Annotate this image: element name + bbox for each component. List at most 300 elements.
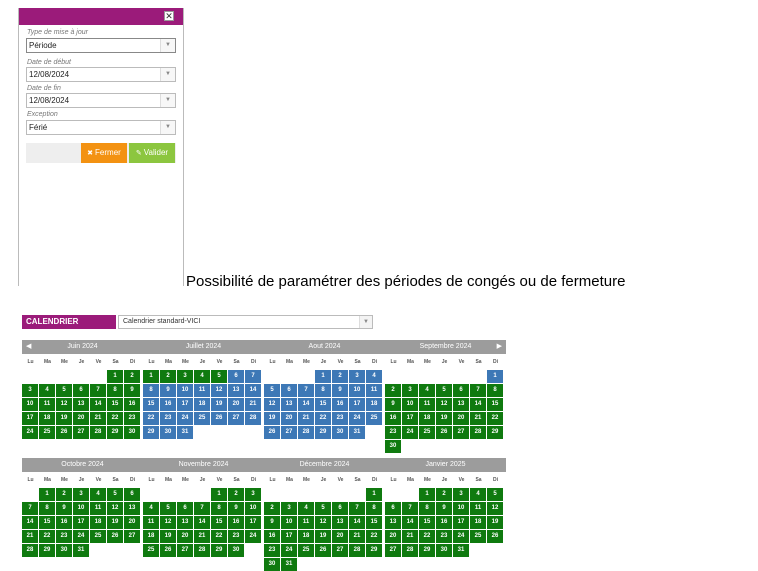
day-cell[interactable]: 7 <box>402 502 418 515</box>
day-cell[interactable]: 2 <box>264 502 280 515</box>
day-cell[interactable]: 15 <box>487 398 503 411</box>
prev-month-icon[interactable]: ◀ <box>26 343 32 350</box>
empty-cell <box>419 370 435 383</box>
day-cell[interactable]: 22 <box>107 412 123 425</box>
day-cell[interactable]: 22 <box>366 530 382 543</box>
day-cell[interactable]: 23 <box>160 412 176 425</box>
day-cell[interactable]: 25 <box>90 530 106 543</box>
day-cell[interactable]: 19 <box>264 412 280 425</box>
day-cell[interactable]: 5 <box>56 384 72 397</box>
weekday-label: Sa <box>233 477 240 483</box>
day-cell[interactable]: 18 <box>419 412 435 425</box>
day-cell[interactable]: 21 <box>90 412 106 425</box>
day-cell[interactable]: 21 <box>298 412 314 425</box>
day-cell[interactable]: 8 <box>419 502 435 515</box>
day-cell[interactable]: 5 <box>436 384 452 397</box>
empty-cell <box>315 488 331 501</box>
day-cell[interactable]: 9 <box>124 384 140 397</box>
day-cell[interactable]: 10 <box>402 398 418 411</box>
day-cell[interactable]: 23 <box>124 412 140 425</box>
day-cell[interactable]: 1 <box>487 370 503 383</box>
day-cell[interactable]: 5 <box>487 488 503 501</box>
day-cell[interactable]: 14 <box>470 398 486 411</box>
weekday-header <box>385 356 506 369</box>
day-cell[interactable]: 26 <box>436 426 452 439</box>
day-cell[interactable]: 18 <box>470 516 486 529</box>
day-cell[interactable]: 4 <box>143 502 159 515</box>
day-cell[interactable]: 5 <box>264 384 280 397</box>
empty-cell <box>177 488 193 501</box>
weekday-label: Sa <box>354 477 361 483</box>
day-cell[interactable]: 1 <box>107 370 123 383</box>
day-cell[interactable]: 28 <box>245 412 261 425</box>
day-cell[interactable]: 19 <box>487 516 503 529</box>
day-cell[interactable]: 18 <box>39 412 55 425</box>
day-cell[interactable]: 13 <box>73 398 89 411</box>
day-cell[interactable]: 31 <box>177 426 193 439</box>
weekday-label: Lu <box>148 359 155 365</box>
day-cell[interactable]: 17 <box>22 412 38 425</box>
empty-cell <box>143 488 159 501</box>
day-cell[interactable]: 21 <box>22 530 38 543</box>
weekday-label: Me <box>303 477 310 483</box>
day-cell[interactable]: 14 <box>349 516 365 529</box>
day-cell[interactable]: 22 <box>487 412 503 425</box>
empty-cell <box>194 488 210 501</box>
day-cell[interactable]: 23 <box>436 530 452 543</box>
day-cell[interactable]: 20 <box>124 516 140 529</box>
day-cell[interactable]: 11 <box>366 384 382 397</box>
day-cell[interactable]: 21 <box>402 530 418 543</box>
month-3 <box>385 340 506 453</box>
day-cell[interactable]: 2 <box>124 370 140 383</box>
day-cell[interactable]: 15 <box>366 516 382 529</box>
month-6 <box>264 458 385 571</box>
day-cell[interactable]: 31 <box>73 544 89 557</box>
day-cell[interactable]: 29 <box>107 426 123 439</box>
day-cell[interactable]: 13 <box>453 398 469 411</box>
day-cell[interactable]: 30 <box>160 426 176 439</box>
day-cell[interactable]: 25 <box>39 426 55 439</box>
field-label-update-type: Type de mise à jour <box>27 29 88 36</box>
day-cell[interactable]: 2 <box>56 488 72 501</box>
day-cell[interactable]: 16 <box>228 516 244 529</box>
day-cell[interactable]: 13 <box>385 516 401 529</box>
day-cell[interactable]: 22 <box>419 530 435 543</box>
day-cell[interactable]: 24 <box>349 412 365 425</box>
day-cell[interactable]: 23 <box>228 530 244 543</box>
day-cell[interactable]: 5 <box>315 502 331 515</box>
day-cell[interactable]: 7 <box>298 384 314 397</box>
day-cell[interactable]: 3 <box>73 488 89 501</box>
day-cell[interactable]: 2 <box>332 370 348 383</box>
chevron-down-icon: ▼ <box>160 68 175 81</box>
day-cell[interactable]: 14 <box>22 516 38 529</box>
day-cell[interactable]: 13 <box>177 516 193 529</box>
day-cell[interactable]: 1 <box>39 488 55 501</box>
day-cell[interactable]: 13 <box>281 398 297 411</box>
day-cell[interactable]: 20 <box>73 412 89 425</box>
day-cell[interactable]: 3 <box>245 488 261 501</box>
day-cell[interactable]: 7 <box>22 502 38 515</box>
day-cell[interactable]: 27 <box>332 544 348 557</box>
month-2 <box>264 340 385 439</box>
day-cell[interactable]: 4 <box>470 488 486 501</box>
day-cell[interactable]: 8 <box>487 384 503 397</box>
day-cell[interactable]: 29 <box>419 544 435 557</box>
day-cell[interactable]: 11 <box>143 516 159 529</box>
day-cell[interactable]: 28 <box>298 426 314 439</box>
day-cell[interactable]: 30 <box>436 544 452 557</box>
day-cell[interactable]: 11 <box>419 398 435 411</box>
day-cell[interactable]: 29 <box>315 426 331 439</box>
day-cell[interactable]: 12 <box>160 516 176 529</box>
day-cell[interactable]: 2 <box>228 488 244 501</box>
weekday-label: Lu <box>269 359 276 365</box>
day-cell[interactable]: 20 <box>177 530 193 543</box>
day-cell[interactable]: 2 <box>160 370 176 383</box>
update-type-select[interactable] <box>26 38 176 53</box>
day-cell[interactable]: 14 <box>298 398 314 411</box>
day-cell[interactable]: 19 <box>211 398 227 411</box>
day-cell[interactable]: 10 <box>349 384 365 397</box>
day-cell[interactable]: 17 <box>349 398 365 411</box>
day-cell[interactable]: 4 <box>366 370 382 383</box>
close-icon[interactable]: ✕ <box>165 11 173 21</box>
day-cell[interactable]: 25 <box>419 426 435 439</box>
weekday-header <box>143 474 264 487</box>
weekday-header <box>143 356 264 369</box>
day-cell[interactable]: 16 <box>56 516 72 529</box>
day-cell[interactable]: 7 <box>470 384 486 397</box>
day-cell[interactable]: 18 <box>143 530 159 543</box>
empty-cell <box>281 370 297 383</box>
day-cell[interactable]: 10 <box>245 502 261 515</box>
day-cell[interactable]: 22 <box>315 412 331 425</box>
day-cell[interactable]: 27 <box>453 426 469 439</box>
day-cell[interactable]: 17 <box>245 516 261 529</box>
day-cell[interactable]: 12 <box>56 398 72 411</box>
day-cell[interactable]: 4 <box>419 384 435 397</box>
day-cell[interactable]: 29 <box>211 544 227 557</box>
weekday-label: Di <box>493 359 498 365</box>
day-cell[interactable]: 30 <box>56 544 72 557</box>
day-cell[interactable]: 20 <box>385 530 401 543</box>
day-cell[interactable]: 17 <box>453 516 469 529</box>
day-cell[interactable]: 8 <box>107 384 123 397</box>
weekday-label: Lu <box>27 477 34 483</box>
day-cell[interactable]: 26 <box>107 530 123 543</box>
day-cell[interactable]: 16 <box>436 516 452 529</box>
weekday-label: Ve <box>458 359 465 365</box>
day-cell[interactable]: 26 <box>487 530 503 543</box>
day-cell[interactable]: 1 <box>143 370 159 383</box>
day-cell[interactable]: 15 <box>211 516 227 529</box>
day-cell[interactable]: 8 <box>211 502 227 515</box>
day-cell[interactable]: 20 <box>228 398 244 411</box>
day-cell[interactable]: 28 <box>22 544 38 557</box>
weekday-label: Je <box>441 477 448 483</box>
day-cell[interactable]: 3 <box>453 488 469 501</box>
day-cell[interactable]: 28 <box>194 544 210 557</box>
day-cell[interactable]: 29 <box>487 426 503 439</box>
day-cell[interactable]: 2 <box>436 488 452 501</box>
weekday-label: Di <box>251 359 256 365</box>
day-cell[interactable]: 5 <box>107 488 123 501</box>
day-cell[interactable]: 24 <box>281 544 297 557</box>
day-cell[interactable]: 1 <box>211 488 227 501</box>
day-cell[interactable]: 1 <box>315 370 331 383</box>
day-cell[interactable]: 15 <box>315 398 331 411</box>
day-cell[interactable]: 17 <box>177 398 193 411</box>
day-cell[interactable]: 31 <box>349 426 365 439</box>
weekday-label: Sa <box>475 477 482 483</box>
end-date-field[interactable] <box>26 93 176 108</box>
day-cell[interactable]: 27 <box>281 426 297 439</box>
day-cell[interactable]: 25 <box>143 544 159 557</box>
day-cell[interactable]: 8 <box>143 384 159 397</box>
weekday-label: Me <box>182 359 189 365</box>
day-cell[interactable]: 24 <box>22 426 38 439</box>
day-cell[interactable]: 10 <box>281 516 297 529</box>
day-cell[interactable]: 3 <box>177 370 193 383</box>
day-cell[interactable]: 29 <box>143 426 159 439</box>
day-cell[interactable]: 28 <box>349 544 365 557</box>
day-cell[interactable]: 26 <box>160 544 176 557</box>
day-cell[interactable]: 10 <box>453 502 469 515</box>
day-cell[interactable]: 31 <box>281 558 297 571</box>
empty-cell <box>264 488 280 501</box>
update-type-value: Période <box>29 41 57 50</box>
day-cell[interactable]: 12 <box>487 502 503 515</box>
day-cell[interactable]: 7 <box>194 502 210 515</box>
day-cell[interactable]: 15 <box>107 398 123 411</box>
month-7 <box>385 458 506 557</box>
day-cell[interactable]: 28 <box>90 426 106 439</box>
day-cell[interactable]: 3 <box>402 384 418 397</box>
day-cell[interactable]: 4 <box>90 488 106 501</box>
day-cell[interactable]: 16 <box>385 412 401 425</box>
weekday-label: Me <box>61 477 68 483</box>
day-cell[interactable]: 8 <box>366 502 382 515</box>
day-cell[interactable]: 1 <box>419 488 435 501</box>
day-cell[interactable]: 14 <box>402 516 418 529</box>
day-cell[interactable]: 12 <box>211 384 227 397</box>
close-button[interactable] <box>81 143 127 163</box>
day-cell[interactable]: 22 <box>143 412 159 425</box>
weekday-label: Di <box>130 477 135 483</box>
day-cell[interactable]: 27 <box>177 544 193 557</box>
day-cell[interactable]: 19 <box>107 516 123 529</box>
day-cell[interactable]: 24 <box>177 412 193 425</box>
day-cell[interactable]: 27 <box>73 426 89 439</box>
day-cell[interactable]: 25 <box>194 412 210 425</box>
day-cell[interactable]: 10 <box>73 502 89 515</box>
day-cell[interactable]: 12 <box>315 516 331 529</box>
day-cell[interactable]: 7 <box>245 370 261 383</box>
day-cell[interactable]: 30 <box>264 558 280 571</box>
day-cell[interactable]: 3 <box>281 502 297 515</box>
day-cell[interactable]: 4 <box>39 384 55 397</box>
day-cell[interactable]: 25 <box>366 412 382 425</box>
day-cell[interactable]: 14 <box>245 384 261 397</box>
day-cell[interactable]: 20 <box>453 412 469 425</box>
weekday-label: Lu <box>390 359 397 365</box>
day-cell[interactable]: 9 <box>264 516 280 529</box>
day-cell[interactable]: 6 <box>453 384 469 397</box>
day-cell[interactable]: 27 <box>385 544 401 557</box>
day-cell[interactable]: 11 <box>194 384 210 397</box>
day-cell[interactable]: 7 <box>90 384 106 397</box>
month-4 <box>22 458 143 557</box>
day-cell[interactable]: 22 <box>39 530 55 543</box>
weekday-label: Di <box>372 477 377 483</box>
day-cell[interactable]: 6 <box>177 502 193 515</box>
day-cell[interactable]: 19 <box>315 530 331 543</box>
day-cell[interactable]: 11 <box>39 398 55 411</box>
day-cell[interactable]: 9 <box>160 384 176 397</box>
day-cell[interactable]: 29 <box>366 544 382 557</box>
day-cell[interactable]: 14 <box>90 398 106 411</box>
day-cell[interactable]: 15 <box>143 398 159 411</box>
day-cell[interactable]: 19 <box>160 530 176 543</box>
day-cell[interactable]: 29 <box>39 544 55 557</box>
day-cell[interactable]: 10 <box>22 398 38 411</box>
day-cell[interactable]: 18 <box>298 530 314 543</box>
day-cell[interactable]: 30 <box>124 426 140 439</box>
day-cell[interactable]: 11 <box>298 516 314 529</box>
day-cell[interactable]: 15 <box>39 516 55 529</box>
day-cell[interactable]: 17 <box>402 412 418 425</box>
day-cell[interactable]: 13 <box>332 516 348 529</box>
day-cell[interactable]: 24 <box>402 426 418 439</box>
day-cell[interactable]: 3 <box>22 384 38 397</box>
validate-button-label: Valider <box>143 148 169 157</box>
day-cell[interactable]: 3 <box>349 370 365 383</box>
day-cell[interactable]: 1 <box>366 488 382 501</box>
day-cell[interactable]: 9 <box>385 398 401 411</box>
day-cell[interactable]: 19 <box>436 412 452 425</box>
day-cell[interactable]: 9 <box>436 502 452 515</box>
day-cell[interactable]: 16 <box>332 398 348 411</box>
day-cell[interactable]: 11 <box>90 502 106 515</box>
empty-cell <box>56 370 72 383</box>
day-cell[interactable]: 12 <box>436 398 452 411</box>
day-grid <box>264 370 385 439</box>
day-cell[interactable]: 9 <box>228 502 244 515</box>
day-cell[interactable]: 12 <box>264 398 280 411</box>
day-cell[interactable]: 11 <box>470 502 486 515</box>
weekday-label: Je <box>320 359 327 365</box>
day-cell[interactable]: 6 <box>281 384 297 397</box>
day-cell[interactable]: 28 <box>402 544 418 557</box>
day-cell[interactable]: 19 <box>56 412 72 425</box>
day-cell[interactable]: 25 <box>470 530 486 543</box>
day-cell[interactable]: 23 <box>385 426 401 439</box>
day-cell[interactable]: 27 <box>124 530 140 543</box>
empty-cell <box>385 488 401 501</box>
day-cell[interactable]: 21 <box>470 412 486 425</box>
day-cell[interactable]: 8 <box>39 502 55 515</box>
day-cell[interactable]: 27 <box>228 412 244 425</box>
calendar-select[interactable] <box>118 315 373 329</box>
day-cell[interactable]: 26 <box>264 426 280 439</box>
day-cell[interactable]: 21 <box>349 530 365 543</box>
day-cell[interactable]: 20 <box>332 530 348 543</box>
day-cell[interactable]: 13 <box>124 502 140 515</box>
empty-cell <box>298 370 314 383</box>
day-cell[interactable]: 17 <box>281 530 297 543</box>
start-date-field[interactable] <box>26 67 176 82</box>
day-cell[interactable]: 23 <box>332 412 348 425</box>
day-cell[interactable]: 24 <box>73 530 89 543</box>
day-cell[interactable]: 17 <box>73 516 89 529</box>
day-cell[interactable]: 15 <box>419 516 435 529</box>
day-cell[interactable]: 13 <box>228 384 244 397</box>
exception-select[interactable] <box>26 120 176 135</box>
day-cell[interactable]: 4 <box>298 502 314 515</box>
day-cell[interactable]: 30 <box>385 440 401 453</box>
day-cell[interactable]: 18 <box>366 398 382 411</box>
day-cell[interactable]: 6 <box>332 502 348 515</box>
day-cell[interactable]: 30 <box>228 544 244 557</box>
day-cell[interactable]: 22 <box>211 530 227 543</box>
day-cell[interactable]: 16 <box>264 530 280 543</box>
day-cell[interactable]: 25 <box>298 544 314 557</box>
day-cell[interactable]: 23 <box>264 544 280 557</box>
day-cell[interactable]: 9 <box>332 384 348 397</box>
day-cell[interactable]: 16 <box>124 398 140 411</box>
weekday-label: Di <box>251 477 256 483</box>
day-cell[interactable]: 10 <box>177 384 193 397</box>
day-cell[interactable]: 6 <box>228 370 244 383</box>
day-cell[interactable]: 26 <box>211 412 227 425</box>
day-cell[interactable]: 5 <box>160 502 176 515</box>
day-cell[interactable]: 9 <box>56 502 72 515</box>
day-cell[interactable]: 8 <box>315 384 331 397</box>
day-cell[interactable]: 5 <box>211 370 227 383</box>
day-cell[interactable]: 6 <box>73 384 89 397</box>
day-cell[interactable]: 18 <box>90 516 106 529</box>
day-cell[interactable]: 14 <box>194 516 210 529</box>
day-cell[interactable]: 6 <box>124 488 140 501</box>
day-cell[interactable]: 26 <box>315 544 331 557</box>
month-5 <box>143 458 264 557</box>
weekday-header <box>264 356 385 369</box>
day-cell[interactable]: 21 <box>194 530 210 543</box>
day-cell[interactable]: 30 <box>332 426 348 439</box>
day-cell[interactable]: 21 <box>245 398 261 411</box>
weekday-label: Ma <box>286 359 293 365</box>
day-cell[interactable]: 12 <box>107 502 123 515</box>
day-cell[interactable]: 31 <box>453 544 469 557</box>
day-cell[interactable]: 20 <box>281 412 297 425</box>
day-cell[interactable]: 24 <box>453 530 469 543</box>
next-month-icon[interactable]: ▶ <box>496 343 502 350</box>
day-cell[interactable]: 6 <box>385 502 401 515</box>
day-cell[interactable]: 18 <box>194 398 210 411</box>
day-cell[interactable]: 26 <box>56 426 72 439</box>
day-cell[interactable]: 24 <box>245 530 261 543</box>
validate-button[interactable] <box>129 143 175 163</box>
day-cell[interactable]: 7 <box>349 502 365 515</box>
day-cell[interactable]: 23 <box>56 530 72 543</box>
day-cell[interactable]: 28 <box>470 426 486 439</box>
day-cell[interactable]: 4 <box>194 370 210 383</box>
day-cell[interactable]: 2 <box>385 384 401 397</box>
day-cell[interactable]: 16 <box>160 398 176 411</box>
chevron-down-icon: ▼ <box>160 121 175 134</box>
